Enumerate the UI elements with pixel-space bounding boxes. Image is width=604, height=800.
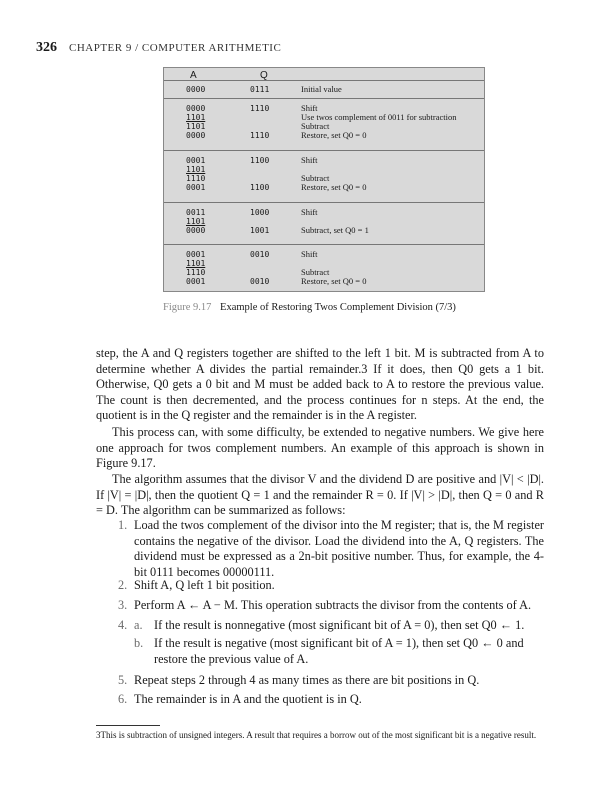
cell-description: Restore, set Q0 = 0	[301, 130, 367, 140]
step-number: 6.	[118, 692, 128, 706]
cell-a: 1101	[186, 217, 206, 226]
cell-description: Subtract, set Q0 = 1	[301, 225, 369, 235]
cell-description: Initial value	[301, 84, 342, 94]
cell-a: 1101	[186, 259, 206, 268]
cell-description: Shift	[301, 155, 318, 165]
table-block-initial	[164, 80, 484, 99]
body-paragraph-3	[96, 472, 544, 519]
paragraph-text: step, the A and Q registers together are shifted to the left 1 bit. M is subtracted from A to determine whether A divides the partial remainder.3 If it does, then Q0 gets a 1 bit. Otherwise, Q0 gets a 0 bit and M must be added back to A to restore the previous value. The count is then decremented, and the process continues for n steps. At the end, the quotient is in the Q register and the remainder is in the A register.	[96, 346, 544, 422]
step-sub-label: b.	[134, 636, 144, 650]
cell-a: 1110	[186, 174, 206, 183]
step-text: Shift A, Q left 1 bit position.	[134, 578, 275, 592]
step-text: If the result is nonnegative (most significant bit of A = 0), then set Q0 ← 1.	[154, 618, 525, 632]
step-text: Repeat steps 2 through 4 as many times as there are bit positions in Q.	[134, 673, 480, 687]
cell-a: 1110	[186, 268, 206, 277]
cell-description: Use twos complement of 0011 for subtraction	[301, 112, 457, 122]
paragraph-text: This process can, with some difficulty, be extended to negative numbers. We give here one approach for twos complement numbers. An example of this approach is shown in Figure 9.17.	[96, 425, 544, 470]
body-paragraph-2	[96, 425, 544, 472]
cell-a: 0001	[186, 183, 206, 192]
column-header-a: A	[190, 70, 197, 81]
step-number: 2.	[118, 578, 128, 592]
page-header	[36, 38, 281, 56]
cell-q: 0010	[250, 250, 270, 259]
table-block-step-2	[164, 150, 484, 203]
cell-description: Restore, set Q0 = 0	[301, 182, 367, 192]
body-paragraph-1	[96, 346, 544, 424]
figure-caption	[163, 302, 456, 313]
step-text: If the result is negative (most significant bit of A = 1), then set Q0 ← 0 and restore the previous value of A.	[154, 636, 524, 666]
footnote: 3This is subtraction of unsigned integers. A result that requires a borrow out of the most significant bit is a negative result.	[96, 730, 537, 740]
cell-description: Shift	[301, 103, 318, 113]
cell-a: 1101	[186, 165, 206, 174]
table-block-step-3	[164, 202, 484, 245]
cell-q: 1100	[250, 183, 270, 192]
step-number: 1.	[118, 518, 128, 532]
step-number: 5.	[118, 673, 128, 687]
table-block-step-1	[164, 98, 484, 151]
cell-a: 0001	[186, 277, 206, 286]
division-table	[163, 67, 485, 292]
cell-a: 0001	[186, 156, 206, 165]
cell-a: 1101	[186, 122, 206, 131]
cell-a: 0011	[186, 208, 206, 217]
cell-q: 1001	[250, 226, 270, 235]
page-number: 326	[36, 40, 57, 55]
column-header-q: Q	[260, 70, 268, 81]
cell-a: 0000	[186, 226, 206, 235]
cell-q: 1110	[250, 131, 270, 140]
cell-description: Subtract	[301, 173, 330, 183]
step-text: Load the twos complement of the divisor into the M register; that is, the M register contains the negative of the divisor. Load the dividend into the A, Q registers. The dividend must be expressed as a 2n-bit positive number. Thus, for example, the 4-bit 0111 becomes 00000111.	[134, 518, 544, 579]
cell-description: Subtract	[301, 121, 330, 131]
chapter-title: CHAPTER 9 / COMPUTER ARITHMETIC	[69, 42, 282, 54]
figure-caption-text: Example of Restoring Twos Complement Division (7/3)	[220, 302, 456, 313]
cell-description: Shift	[301, 249, 318, 259]
step-text: The remainder is in A and the quotient is in Q.	[134, 692, 362, 706]
cell-q: 1100	[250, 156, 270, 165]
cell-q: 0111	[250, 85, 270, 94]
cell-a: 0001	[186, 250, 206, 259]
cell-description: Shift	[301, 207, 318, 217]
cell-a: 0000	[186, 85, 206, 94]
step-text: Perform A ← A − M. This operation subtracts the divisor from the contents of A.	[134, 598, 532, 612]
cell-q: 1000	[250, 208, 270, 217]
paragraph-text: The algorithm assumes that the divisor V and the dividend D are positive and |V| < |D|. If |V| = |D|, then the quotient Q = 1 and the remainder R = 0. If |V| > |D|, then Q = 0 and R = D. The algorithm can be summarized as follows:	[96, 472, 544, 517]
cell-q: 0010	[250, 277, 270, 286]
step-sub-label: a.	[134, 618, 143, 632]
cell-q: 1110	[250, 104, 270, 113]
cell-a: 0000	[186, 131, 206, 140]
cell-a: 1101	[186, 113, 206, 122]
table-block-step-4	[164, 244, 484, 292]
footnote-divider	[96, 725, 160, 726]
cell-description: Subtract	[301, 267, 330, 277]
step-number: 4.	[118, 618, 128, 632]
cell-a: 0000	[186, 104, 206, 113]
step-number: 3.	[118, 598, 128, 612]
cell-description: Restore, set Q0 = 0	[301, 276, 367, 286]
figure-label: Figure 9.17	[163, 302, 212, 313]
